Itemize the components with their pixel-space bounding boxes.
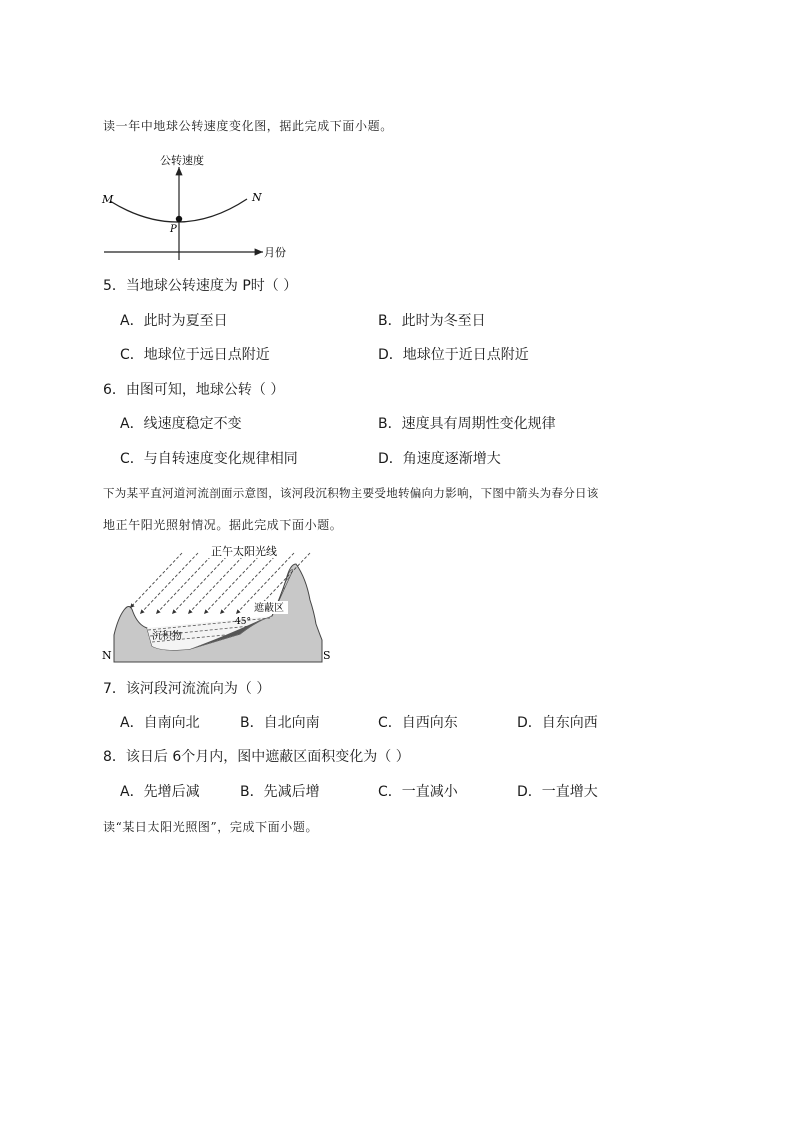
label-m: M: [102, 193, 114, 206]
point-p: [176, 216, 182, 222]
orbital-speed-figure: [98, 148, 298, 264]
question-8-stem: 8．该日后 6个月内，图中遮蔽区面积变化为（ ）: [103, 749, 410, 765]
sediment-label: 沉积物: [152, 631, 182, 642]
intro-text-1: 读一年中地球公转速度变化图，据此完成下面小题。: [103, 119, 393, 133]
shade-label: 遮蔽区: [254, 603, 284, 614]
y-axis-label: 公转速度: [160, 154, 204, 167]
label-p: P: [170, 224, 177, 235]
question-7-stem: 7．该河段河流流向为（ ）: [103, 681, 271, 697]
q5-option-d: D．地球位于近日点附近: [378, 347, 529, 363]
angle-label: 45°: [235, 617, 251, 627]
q6-option-b: B．速度具有周期性变化规律: [378, 416, 556, 432]
q7-option-b: B．自北向南: [240, 715, 320, 731]
river-profile-figure: [100, 540, 336, 666]
intro-text-3: 读“某日太阳光照图”，完成下面小题。: [103, 820, 319, 834]
q8-option-d: D．一直增大: [517, 784, 598, 800]
north-label: N: [102, 649, 112, 662]
q7-option-a: A．自南向北: [120, 715, 200, 731]
sunlight-title: 正午太阳光线: [211, 545, 277, 558]
q7-option-d: D．自东向西: [517, 715, 598, 731]
q5-option-b: B．此时为冬至日: [378, 313, 486, 329]
q5-option-c: C．地球位于远日点附近: [120, 347, 270, 363]
label-n: N: [252, 191, 262, 204]
q6-option-d: D．角速度逐渐增大: [378, 451, 501, 467]
q8-option-a: A．先增后减: [120, 784, 200, 800]
south-label: S: [323, 649, 331, 662]
question-5-stem: 5．当地球公转速度为 P时（ ）: [103, 278, 298, 294]
q6-option-c: C．与自转速度变化规律相同: [120, 451, 298, 467]
intro-text-2-line-1: 下为某平直河道河流剖面示意图，该河段沉积物主要受地转偏向力影响，下图中箭头为春分日该: [103, 486, 599, 500]
q7-option-c: C．自西向东: [378, 715, 458, 731]
q8-option-c: C．一直减小: [378, 784, 458, 800]
intro-text-2-line-2: 地正午阳光照射情况。据此完成下面小题。: [103, 518, 343, 532]
x-axis-label: 月份: [264, 246, 286, 259]
question-6-stem: 6．由图可知，地球公转（ ）: [103, 382, 285, 398]
q5-option-a: A．此时为夏至日: [120, 313, 228, 329]
q8-option-b: B．先减后增: [240, 784, 320, 800]
valley-ground: [114, 564, 322, 662]
q6-option-a: A．线速度稳定不变: [120, 416, 242, 432]
